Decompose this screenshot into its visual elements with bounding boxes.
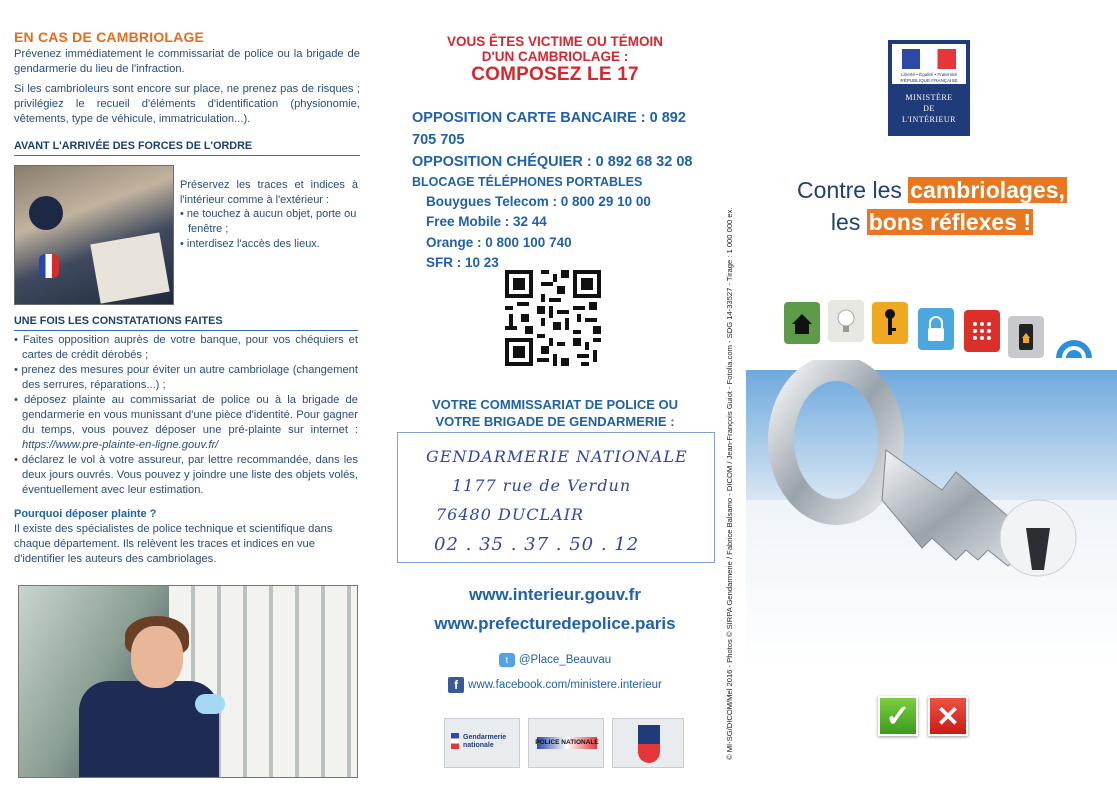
operator-orange: Orange : 0 800 100 740 xyxy=(426,234,572,250)
twitter-icon: t xyxy=(499,653,515,667)
gendarmerie-logo: Gendarmerie nationale xyxy=(444,718,520,768)
slogan-part-2: les xyxy=(830,209,867,236)
right-panel xyxy=(746,0,1117,786)
prefecture-de-police-logo xyxy=(612,718,684,768)
padlock-icon xyxy=(918,308,954,350)
police-nationale-logo: POLICE NATIONALE xyxy=(528,718,604,768)
lightbulb-icon xyxy=(828,300,864,342)
list-item: • Faites opposition auprès de votre banque, pour vos chéquiers et cartes de crédit dérobés ; xyxy=(14,333,358,363)
prefecture-link[interactable]: www.prefecturedepolice.paris xyxy=(434,614,676,633)
twitter-row[interactable] xyxy=(392,653,718,667)
key-icon xyxy=(872,302,908,344)
operator-bouygues: Bouygues Telecom : 0 800 29 10 00 xyxy=(426,194,651,209)
victim-line-1: VOUS ÊTES VICTIME OU TÉMOIN xyxy=(446,34,664,49)
facebook-icon: f xyxy=(448,677,464,693)
house-icon xyxy=(784,302,820,344)
commissariat-line-1: VOTRE COMMISSARIAT DE POLICE OU xyxy=(431,397,679,412)
french-flag-icon xyxy=(902,49,956,69)
key-illustration xyxy=(746,360,1117,660)
twitter-handle: @Place_Beauvau xyxy=(518,654,612,667)
preplainte-link[interactable]: https://www.pre-plainte-en-ligne.gouv.fr/ xyxy=(22,439,219,452)
section-title-after-findings: UNE FOIS LES CONSTATATIONS FAITES xyxy=(14,314,358,331)
slogan-highlight-1: cambriolages, xyxy=(910,177,1065,203)
list-item: • déposez plainte au commissariat de police ou à la brigade de gendarmerie en vous munissant d'une pièce d'identité. Pour gagner du temps, vous pouvez déposer une pré-plainte sur internet : https://www.pre-plainte-en-ligne.gouv.fr/ xyxy=(14,393,358,453)
list-item: • prenez des mesures pour éviter un autre cambriolage (changement des serrures, réparations...) ; xyxy=(14,363,358,393)
victim-heading xyxy=(392,34,718,85)
alarm-panel-icon xyxy=(1008,316,1044,358)
address-line-3: 76480 DUCLAIR xyxy=(436,505,585,524)
why-complaint-title: Pourquoi déposer plainte ? xyxy=(14,508,157,521)
republic-motto: Liberté • Égalité • Fraternité RÉPUBLIQUE FRANÇAISE xyxy=(900,72,958,83)
ministry-logo xyxy=(888,40,970,136)
cheque-opposition: OPPOSITION CHÉQUIER : 0 892 68 32 08 xyxy=(412,153,693,170)
list-item: • interdisez l'accès des lieux. xyxy=(180,237,358,252)
left-panel xyxy=(14,28,360,780)
checkmark-icon: ✓ xyxy=(878,696,918,736)
cross-icon: ✕ xyxy=(928,696,968,736)
forensic-photo xyxy=(18,585,358,778)
siren-icon xyxy=(1052,326,1096,360)
facebook-row[interactable] xyxy=(392,677,718,693)
gendarme-photo xyxy=(14,165,174,305)
preserve-traces-text xyxy=(180,178,358,252)
keypad-icon xyxy=(964,310,1000,352)
commissariat-heading xyxy=(392,397,718,430)
address-line-1: GENDARMERIE NATIONALE xyxy=(426,447,688,466)
operator-free: Free Mobile : 32 44 xyxy=(426,214,547,230)
intro-paragraph-2: Si les cambrioleurs sont encore sur place, ne prenez pas de risques ; privilégiez le recueil d'éléments d'identification (physionomie, vêtements, type de véhicule, immatriculation...). xyxy=(14,82,360,125)
compose-17: COMPOSEZ LE 17 xyxy=(471,64,639,86)
partner-logos xyxy=(444,718,684,768)
why-complaint-text: Il existe des spécialistes de police technique et scientifique dans chaque département. Ils relèvent les traces et indices en vue d'identifier les auteurs des cambriolages. xyxy=(14,523,333,566)
intro-paragraph-1: Prévenez immédiatement le commissariat de police ou la brigade de gendarmerie du lieu de l'infraction. xyxy=(14,47,360,75)
facebook-link: www.facebook.com/ministere.interieur xyxy=(468,679,662,692)
address-line-2: 1177 rue de Verdun xyxy=(452,476,632,495)
middle-panel xyxy=(392,0,718,786)
preserve-traces-intro: Préservez les traces et indices à l'intérieur comme à l'extérieur : xyxy=(180,179,358,206)
ministry-line-2: DE xyxy=(923,103,935,113)
section-title-before-arrival: AVANT L'ARRIVÉE DES FORCES DE L'ORDRE xyxy=(14,139,360,156)
handwritten-address-box xyxy=(397,432,715,563)
ministry-line-1: MINISTÈRE xyxy=(905,93,953,102)
list-item: • déclarez le vol à votre assureur, par lettre recommandée, dans les deux jours ouvrés. Vous pouvez y joindre une liste des objets volés, éventuellement avec leur estimation. xyxy=(14,453,358,498)
phone-numbers xyxy=(412,108,712,273)
victim-line-2: D'UN CAMBRIOLAGE : xyxy=(481,49,629,65)
list-item: • ne touchez à aucun objet, porte ou fenêtre ; xyxy=(180,207,358,236)
operator-sfr: SFR : 10 23 xyxy=(426,254,499,270)
card-opposition: OPPOSITION CARTE BANCAIRE : 0 892 705 705 xyxy=(412,110,686,148)
commissariat-line-2: VOTRE BRIGADE DE GENDARMERIE : xyxy=(435,413,675,429)
ministry-line-3: L'INTÉRIEUR xyxy=(901,114,957,124)
slogan xyxy=(782,176,1082,236)
address-line-4: 02 . 35 . 37 . 50 . 12 xyxy=(434,534,640,555)
phone-blocking-title: BLOCAGE TÉLÉPHONES PORTABLES xyxy=(412,175,643,190)
slogan-highlight-2: bons réflexes ! xyxy=(868,209,1032,236)
section-heading-burglary: EN CAS DE CAMBRIOLAGE xyxy=(14,29,205,45)
interieur-link[interactable]: www.interieur.gouv.fr xyxy=(469,585,641,604)
photo-credits: © MI-SG/DICOM/Mel 2016 - Photos © SIRPA Gendarmerie / Fabrice Balsamo - DICOM / Jean-François Guiot - Fotolia.com - SDG 14-33527 - Tirage : 1 000 000 ex. xyxy=(725,207,734,760)
slogan-part-1: Contre les xyxy=(797,177,909,203)
qr-code[interactable] xyxy=(501,266,605,370)
